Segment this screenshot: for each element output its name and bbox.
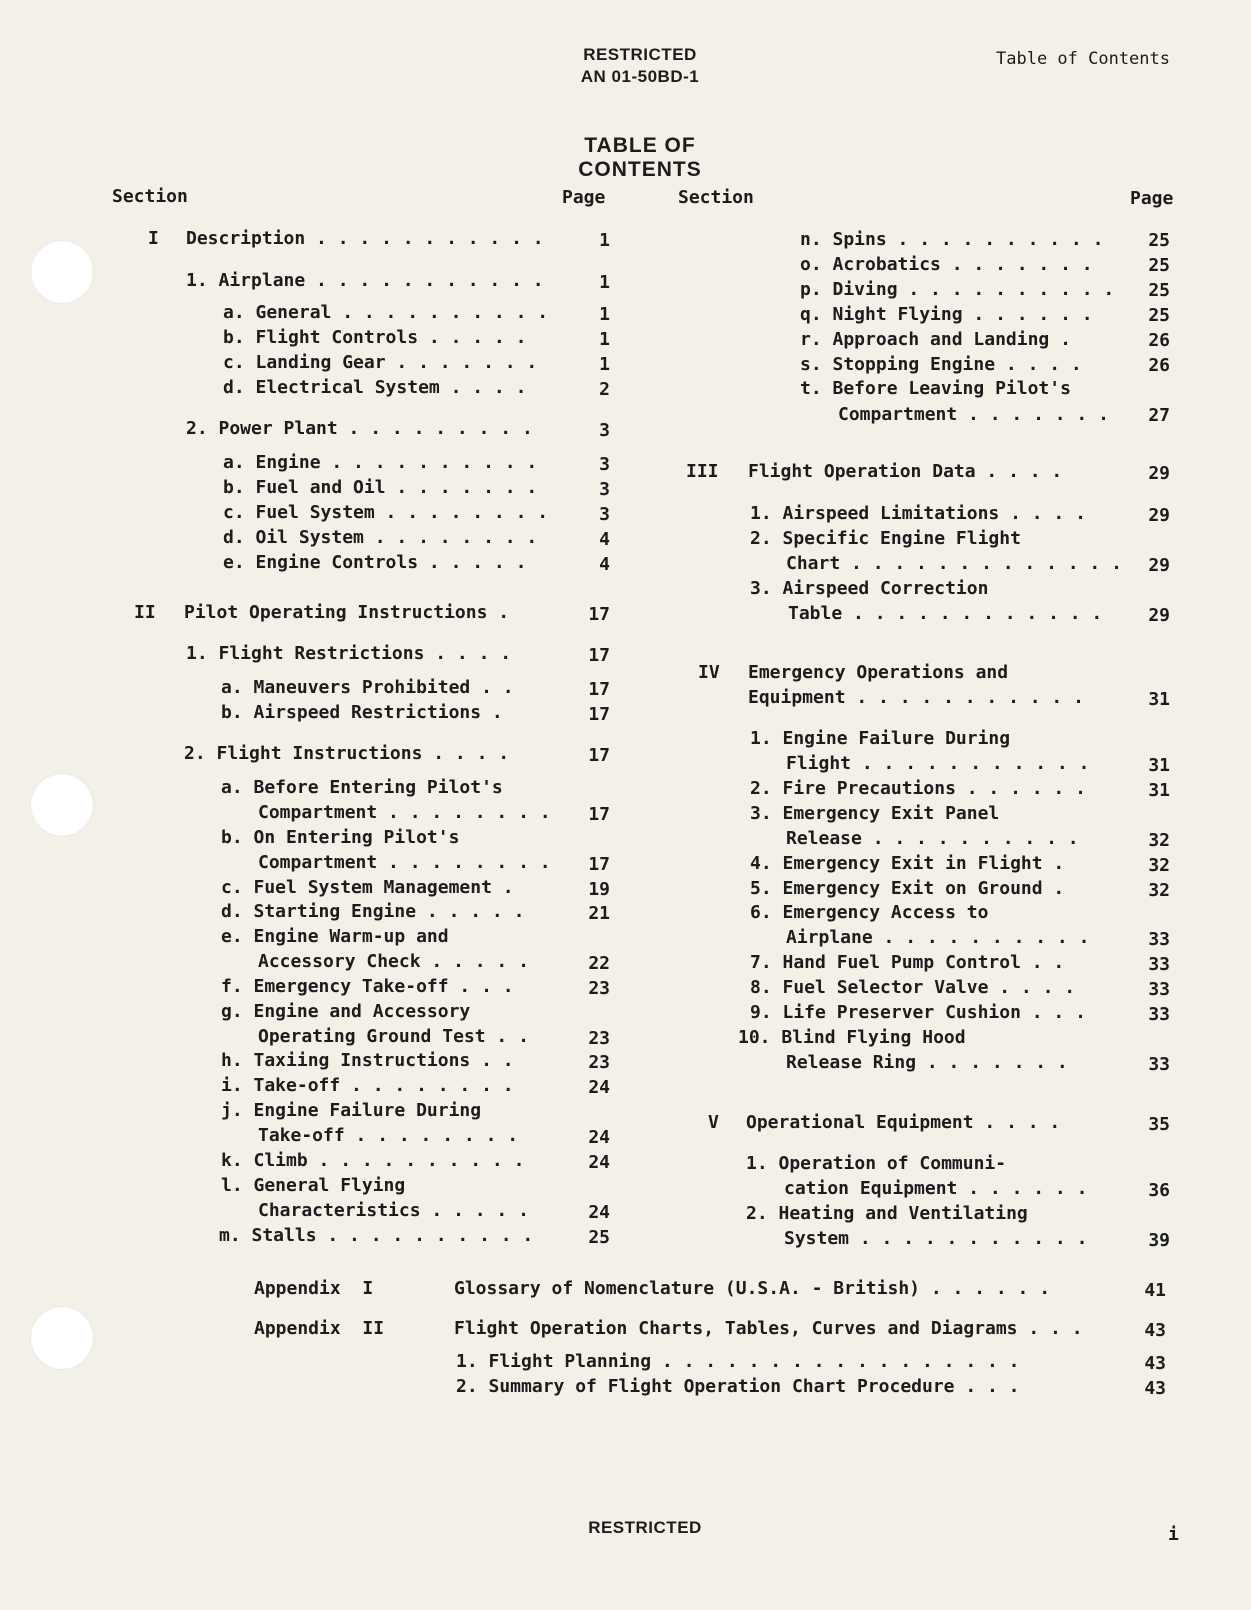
header-right-label: Table of Contents	[996, 49, 1170, 69]
toc-entry: 2. Summary of Flight Operation Chart Procedure . . .	[456, 1376, 1020, 1397]
toc-entry: Compartment . . . . . . . .	[258, 852, 551, 873]
toc-entry: 1. Flight Planning . . . . . . . . . . . . . . . . .	[456, 1351, 1020, 1372]
toc-entry: h. Taxiing Instructions . .	[221, 1050, 514, 1071]
toc-page: 43	[1144, 1320, 1166, 1341]
toc-entry: 2. Power Plant . . . . . . . . .	[186, 418, 533, 439]
toc-entry: s. Stopping Engine . . . .	[800, 354, 1082, 375]
toc-page: 24	[588, 1127, 610, 1148]
toc-entry: m. Stalls . . . . . . . . . .	[219, 1225, 534, 1246]
page-number: i	[1168, 1524, 1179, 1545]
toc-page: 27	[1148, 405, 1170, 426]
toc-entry: b. On Entering Pilot's	[221, 827, 460, 848]
toc-entry: c. Landing Gear . . . . . . .	[223, 352, 538, 373]
toc-page: 1	[599, 329, 610, 350]
right-page-header: Page	[1130, 188, 1174, 209]
toc-page: 17	[588, 679, 610, 700]
toc-entry: 2. Fire Precautions . . . . . .	[750, 778, 1086, 799]
toc-entry: a. Maneuvers Prohibited . .	[221, 677, 514, 698]
toc-entry: d. Starting Engine . . . . .	[221, 901, 525, 922]
toc-page: 1	[599, 272, 610, 293]
toc-page: 1	[599, 230, 610, 251]
toc-page: 33	[1148, 929, 1170, 950]
toc-entry: c. Fuel System . . . . . . . .	[223, 502, 549, 523]
toc-page: 23	[588, 978, 610, 999]
toc-entry: Flight . . . . . . . . . . .	[786, 753, 1090, 774]
toc-page: 17	[588, 704, 610, 725]
toc-page: 29	[1148, 505, 1170, 526]
toc-page: 25	[1148, 230, 1170, 251]
toc-page: 3	[599, 454, 610, 475]
toc-entry: p. Diving . . . . . . . . . .	[800, 279, 1115, 300]
left-page-header: Page	[562, 187, 606, 208]
toc-entry: 1. Operation of Communi-	[746, 1153, 1007, 1174]
toc-entry: e. Engine Warm-up and	[221, 926, 449, 947]
toc-entry: o. Acrobatics . . . . . . .	[800, 254, 1093, 275]
binder-hole-middle	[30, 773, 94, 837]
toc-entry: 3. Emergency Exit Panel	[750, 803, 1000, 824]
toc-entry: Equipment . . . . . . . . . . .	[748, 687, 1084, 708]
toc-entry: j. Engine Failure During	[221, 1100, 482, 1121]
toc-entry: l. General Flying	[221, 1175, 406, 1196]
toc-page: 31	[1148, 755, 1170, 776]
toc-page: 25	[1148, 280, 1170, 301]
toc-entry: 7. Hand Fuel Pump Control . .	[750, 952, 1065, 973]
toc-entry: IV	[698, 662, 720, 683]
toc-entry: Pilot Operating Instructions .	[184, 602, 510, 623]
toc-entry: r. Approach and Landing .	[800, 329, 1071, 350]
right-section-header: Section	[678, 187, 754, 208]
toc-page: 43	[1144, 1378, 1166, 1399]
toc-page: 17	[588, 804, 610, 825]
toc-page: 31	[1148, 780, 1170, 801]
binder-hole-top	[30, 240, 94, 304]
toc-entry: Airplane . . . . . . . . . .	[786, 927, 1090, 948]
toc-entry: g. Engine and Accessory	[221, 1001, 471, 1022]
footer-classification: RESTRICTED	[588, 1518, 702, 1537]
toc-page: 2	[599, 379, 610, 400]
toc-entry: Operational Equipment . . . .	[746, 1112, 1061, 1133]
toc-entry: Flight Operation Data . . . .	[748, 461, 1063, 482]
header-center	[525, 44, 755, 88]
toc-page: 3	[599, 420, 610, 441]
toc-entry: b. Fuel and Oil . . . . . . .	[223, 477, 538, 498]
left-section-header: Section	[112, 186, 188, 207]
toc-entry: e. Engine Controls . . . . .	[223, 552, 527, 573]
toc-page: 24	[588, 1152, 610, 1173]
toc-entry: Glossary of Nomenclature (U.S.A. - British) . . . . . .	[454, 1278, 1051, 1299]
toc-entry: System . . . . . . . . . . .	[784, 1228, 1088, 1249]
toc-page: 19	[588, 879, 610, 900]
toc-page: 21	[588, 903, 610, 924]
toc-entry: 2. Flight Instructions . . . .	[184, 743, 510, 764]
toc-entry: n. Spins . . . . . . . . . .	[800, 229, 1104, 250]
toc-entry: 4. Emergency Exit in Flight .	[750, 853, 1065, 874]
toc-entry: Accessory Check . . . . .	[258, 951, 529, 972]
toc-page: 17	[588, 645, 610, 666]
appendix-label: Appendix I	[254, 1278, 374, 1299]
toc-page: 33	[1148, 1004, 1170, 1025]
toc-entry: k. Climb . . . . . . . . . .	[221, 1150, 525, 1171]
toc-page: 23	[588, 1052, 610, 1073]
toc-entry: d. Oil System . . . . . . . .	[223, 527, 538, 548]
page-title: TABLE OF CONTENTS	[578, 134, 702, 181]
toc-page: 17	[588, 604, 610, 625]
toc-entry: Chart . . . . . . . . . . . . .	[786, 553, 1122, 574]
toc-page: 25	[588, 1227, 610, 1248]
toc-page: 39	[1148, 1230, 1170, 1251]
toc-entry: Take-off . . . . . . . .	[258, 1125, 519, 1146]
toc-page: 24	[588, 1202, 610, 1223]
toc-page: 29	[1148, 463, 1170, 484]
toc-entry: a. General . . . . . . . . . .	[223, 302, 549, 323]
toc-page: 33	[1148, 1054, 1170, 1075]
toc-entry: 5. Emergency Exit on Ground .	[750, 878, 1065, 899]
toc-page: 3	[599, 504, 610, 525]
toc-page: 31	[1148, 689, 1170, 710]
toc-entry: Compartment . . . . . . . .	[258, 802, 551, 823]
toc-entry: 1. Engine Failure During	[750, 728, 1011, 749]
toc-page: 29	[1148, 605, 1170, 626]
toc-page: 33	[1148, 979, 1170, 1000]
toc-entry: Characteristics . . . . .	[258, 1200, 529, 1221]
toc-entry: 1. Flight Restrictions . . . .	[186, 643, 512, 664]
toc-page: 3	[599, 479, 610, 500]
toc-entry: a. Before Entering Pilot's	[221, 777, 503, 798]
toc-entry: f. Emergency Take-off . . .	[221, 976, 514, 997]
toc-entry: Release Ring . . . . . . .	[786, 1052, 1068, 1073]
toc-page: 36	[1148, 1180, 1170, 1201]
toc-entry: 8. Fuel Selector Valve . . . .	[750, 977, 1076, 998]
toc-page: 22	[588, 953, 610, 974]
toc-page: 32	[1148, 830, 1170, 851]
toc-entry: 2. Heating and Ventilating	[746, 1203, 1028, 1224]
toc-page: 24	[588, 1077, 610, 1098]
toc-entry: Release . . . . . . . . . .	[786, 828, 1079, 849]
toc-entry: cation Equipment . . . . . .	[784, 1178, 1088, 1199]
toc-entry: Table . . . . . . . . . . . .	[788, 603, 1103, 624]
toc-entry: a. Engine . . . . . . . . . .	[223, 452, 538, 473]
toc-entry: Compartment . . . . . . .	[838, 404, 1109, 425]
toc-page: 26	[1148, 330, 1170, 351]
toc-entry: b. Airspeed Restrictions .	[221, 702, 503, 723]
toc-page: 33	[1148, 954, 1170, 975]
toc-page: 29	[1148, 555, 1170, 576]
binder-hole-bottom	[30, 1306, 94, 1370]
header-classification: RESTRICTED	[583, 45, 697, 64]
toc-entry: b. Flight Controls . . . . .	[223, 327, 527, 348]
toc-entry: t. Before Leaving Pilot's	[800, 378, 1071, 399]
toc-entry: Emergency Operations and	[748, 662, 1009, 683]
toc-page: 4	[599, 554, 610, 575]
toc-entry: c. Fuel System Management .	[221, 877, 514, 898]
toc-entry: d. Electrical System . . . .	[223, 377, 527, 398]
toc-entry: I	[148, 228, 159, 249]
toc-entry: II	[134, 602, 156, 623]
toc-page: 43	[1144, 1353, 1166, 1374]
toc-page: 1	[599, 304, 610, 325]
toc-entry: i. Take-off . . . . . . . .	[221, 1075, 514, 1096]
toc-page: 25	[1148, 305, 1170, 326]
toc-entry: 10. Blind Flying Hood	[738, 1027, 966, 1048]
toc-page: 4	[599, 529, 610, 550]
toc-entry: q. Night Flying . . . . . .	[800, 304, 1093, 325]
toc-page: 35	[1148, 1114, 1170, 1135]
header-doc-number: AN 01-50BD-1	[580, 67, 700, 86]
toc-entry: 9. Life Preserver Cushion . . .	[750, 1002, 1086, 1023]
toc-entry: Flight Operation Charts, Tables, Curves and Diagrams . . .	[454, 1318, 1083, 1339]
toc-page: 26	[1148, 355, 1170, 376]
toc-page: 32	[1148, 880, 1170, 901]
toc-entry: Operating Ground Test . .	[258, 1026, 529, 1047]
appendix-label: Appendix II	[254, 1318, 385, 1339]
toc-page: 41	[1144, 1280, 1166, 1301]
toc-page: 23	[588, 1028, 610, 1049]
toc-entry: 3. Airspeed Correction	[750, 578, 989, 599]
toc-entry: III	[686, 461, 719, 482]
toc-entry: 6. Emergency Access to	[750, 902, 989, 923]
toc-entry: 1. Airspeed Limitations . . . .	[750, 503, 1086, 524]
toc-entry: Description . . . . . . . . . . .	[186, 228, 544, 249]
toc-entry: V	[708, 1112, 719, 1133]
toc-page: 17	[588, 854, 610, 875]
toc-page: 1	[599, 354, 610, 375]
toc-entry: 1. Airplane . . . . . . . . . . .	[186, 270, 544, 291]
toc-page: 17	[588, 745, 610, 766]
toc-page: 25	[1148, 255, 1170, 276]
toc-entry: 2. Specific Engine Flight	[750, 528, 1021, 549]
toc-page: 32	[1148, 855, 1170, 876]
